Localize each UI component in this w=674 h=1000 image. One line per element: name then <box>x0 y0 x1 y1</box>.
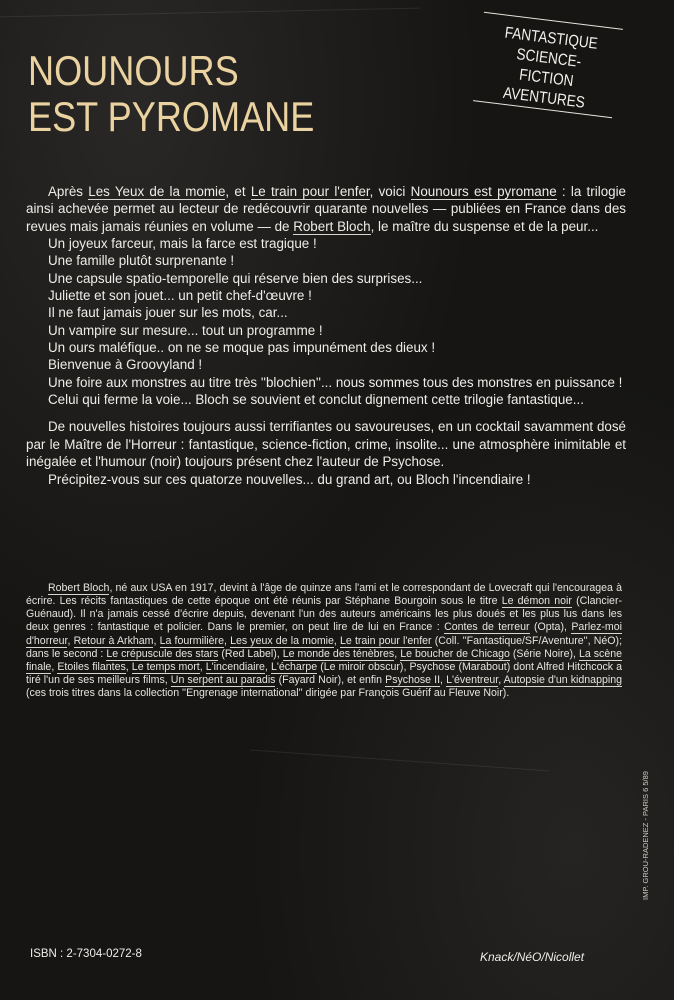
title-ref: Le crépuscule des stars <box>106 647 219 660</box>
author-name: Robert Bloch <box>48 582 110 594</box>
title-ref: Le train pour l'enfer <box>250 184 370 199</box>
genre-aventures: AVENTURES <box>502 84 586 112</box>
story-line: Juliette et son jouet... un petit chef-d'œuvre ! <box>48 288 312 304</box>
story-line: Il ne faut jamais jouer sur les mots, car... <box>48 305 288 321</box>
title-ref: L'écharpe <box>270 660 318 673</box>
author-name: Robert Bloch <box>293 218 371 234</box>
story-line: Une famille plutôt surprenante ! <box>48 253 235 269</box>
title-ref: L'incendiaire <box>205 660 265 673</box>
book-title <box>28 48 314 140</box>
title-ref: Etoiles filantes <box>57 660 126 673</box>
title-ref: Nounours est pyromane <box>410 184 557 199</box>
title-ref: Les yeux de la momie <box>230 634 334 647</box>
summary-paragraph: De nouvelles histoires toujours aussi terrifiantes ou savoureuses, en un cocktail savamment dosé par le Maître de l'Horreur : fantastique, science-fiction, crime, insolite... une atmosphère inimitable et inégalée et l'humour (noir) toujours présent chez l'auteur de Psychose. <box>26 419 626 470</box>
title-ref: Le monde des ténèbres <box>282 647 395 660</box>
title-ref: Le train pour l'enfer <box>340 634 432 647</box>
title-ref: Le démon noir <box>501 595 572 608</box>
crease-mark <box>0 8 420 18</box>
isbn: ISBN : 2-7304-0272-8 <box>30 948 142 960</box>
author-bio: Robert Bloch, né aux USA en 1917, devint à l'âge de quinze ans l'ami et le correspondant de Lovecraft qui l'encouragea à écrire. Les récits fantastiques de cette époque ont été réunis par Stéphane Bourgoin sous le titre Le démon noir (Clancier-Guénaud). Il n'a jamais cessé d'écrire depuis, devenant l'un des auteurs américains les plus doués et les plus lus dans les deux genres : fantastique et policier. Dans le premier, on peut lire de lui en France : Contes de terreur (Opta), Parlez-moi d'horreur, Retour à Arkham, La fourmilière, Les yeux de la momie, Le train pour l'enfer (Coll. ''Fantastique/SF/Aventure'', NéO); dans le second : Le crépuscule des stars (Red Label), Le monde des ténèbres, Le boucher de Chicago (Série Noire), La scène finale, Etoiles filantes, Le temps mort, L'incendiaire, L'écharpe (Le miroir obscur), Psychose (Marabout) dont Alfred Hitchcock a tiré l'un de ses meilleurs films, Un serpent au paradis (Fayard Noir), et enfin Psychose II, L'éventreur, Autopsie d'un kidnapping (ces trois titres dans la collection ''Engrenage international'' dirigée par François Guérif au Fleuve Noir). <box>26 582 623 700</box>
genre-fantastique: FANTASTIQUE <box>503 24 599 53</box>
title-ref: Parlez-moi d'horreur <box>26 621 622 647</box>
genre-science-fiction: SCIENCE-FICTION <box>515 46 583 91</box>
story-line: Celui qui ferme la voie... Bloch se souvient et conclut dignement cette trilogie fantastique... <box>48 392 584 408</box>
story-line: Un joyeux farceur, mais la farce est tragique ! <box>48 236 317 252</box>
printer-imprint: IMP. GROU-RADENEZ - PARIS 6 5/89 <box>641 771 650 900</box>
crease-mark <box>250 750 549 772</box>
title-ref: Le temps mort <box>131 660 200 673</box>
story-line: Un ours maléfique.. on ne se moque pas impunément des dieux ! <box>48 340 436 356</box>
title-ref: Retour à Arkham <box>73 634 154 647</box>
call-to-action: Précipitez-vous sur ces quatorze nouvelles... du grand art, ou Bloch l'incendiaire ! <box>48 471 531 487</box>
title-ref: L'éventreur <box>446 674 499 687</box>
blurb <box>26 183 626 488</box>
title-ref: Les Yeux de la momie <box>88 184 226 199</box>
title-ref: Le boucher de Chicago <box>400 647 510 660</box>
intro-paragraph: Après Les Yeux de la momie, et Le train pour l'enfer, voici Nounours est pyromane : la trilogie ainsi achevée permet au lecteur de redécouvrir quarante nouvelles — publiées en France dans des revues mais jamais réunies en volume — de Robert Bloch, le maître du suspense et de la peur... <box>26 184 627 234</box>
title-line-1: NOUNOURS <box>28 47 239 94</box>
title-ref: Psychose II <box>385 674 441 687</box>
title-ref: Contes de terreur <box>444 621 530 634</box>
title-ref: Autopsie d'un kidnapping <box>503 674 622 687</box>
title-ref: La scène finale <box>26 647 623 673</box>
story-line: Une capsule spatio-temporelle qui réserve bien des surprises... <box>48 270 423 286</box>
story-line: Bienvenue à Groovyland ! <box>48 357 203 373</box>
story-line: Une foire aux monstres au titre très ''blochien''... nous sommes tous des monstres en puissance ! <box>48 374 623 390</box>
title-ref: La fourmilière <box>159 634 224 647</box>
publisher-name: Knack/NéO/Nicollet <box>480 950 585 964</box>
story-line: Un vampire sur mesure... tout un programme ! <box>48 322 323 338</box>
genre-banner <box>473 12 623 118</box>
title-line-2: EST PYROMANE <box>28 93 315 140</box>
title-ref: Un serpent au paradis <box>170 674 276 687</box>
